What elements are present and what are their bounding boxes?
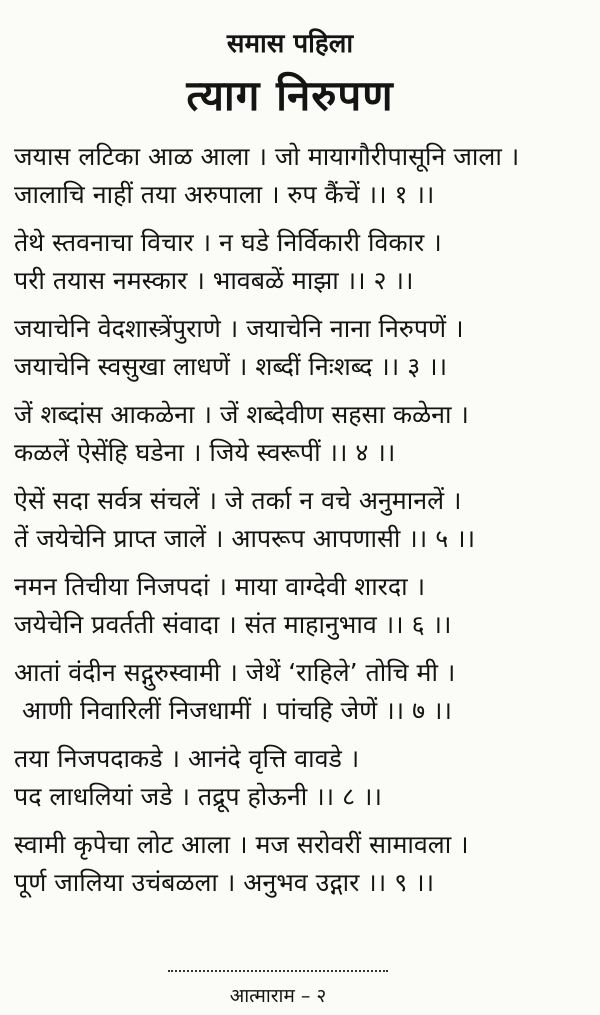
- stanza-5: [14, 482, 589, 558]
- stanza-8: [14, 740, 589, 816]
- verse-line: पूर्ण जालिया उचंबळला । अनुभव उद्गार ।। ९ ।।: [14, 868, 435, 897]
- verse-line: परी तयास नमस्कार । भावबळें माझा ।। २ ।।: [14, 266, 414, 295]
- verse-line: तें जयेचेनि प्राप्त जालें । आपरूप आपणासी ।। ५ ।।: [14, 524, 476, 553]
- verse-line: तया निजपदाकडे । आनंदे वृत्ति वावडे ।: [14, 744, 360, 773]
- verse-line: नमन तिचीया निजपदां । माया वाग्देवी शारदा ।: [14, 572, 426, 601]
- page-footer: आत्माराम – २: [229, 985, 327, 1007]
- verse-line: जयाचेनि वेदशास्त्रेंपुराणे । जयाचेनि नाना निरुपणें ।: [14, 314, 464, 343]
- verse-line: जयास लटिका आळ आला । जो मायागौरीपासूनि जाला ।: [14, 142, 520, 171]
- verse-section: [14, 138, 589, 912]
- chapter-subtitle: समास पहिला: [226, 29, 354, 59]
- verse-line: कळलें ऐसेंहि घडेना । जिये स्वरूपीं ।। ४ ।।: [14, 438, 396, 467]
- verse-line: स्वामी कृपेचा लोट आला । मज सरोवरीं सामावला ।: [14, 830, 469, 859]
- verse-line: पद लाधलियां जडे । तद्रूप होऊनी ।। ८ ।।: [14, 782, 383, 811]
- stanza-3: [14, 310, 589, 386]
- verse-line: आतां वंदीन सद्गुरुस्वामी । जेथें ‘राहिले’ तोचि मी ।: [14, 658, 456, 687]
- verse-line: आणी निवारिलीं निजधामीं । पांचहि जेणें ।। ७ ।।: [22, 696, 453, 725]
- verse-line: जें शब्दांस आकळेना । जें शब्देवीण सहसा कळेना ।: [14, 400, 469, 429]
- chapter-title: त्याग निरुपण: [186, 71, 394, 120]
- stanza-2: [14, 224, 589, 300]
- verse-line: तेथे स्तवनाचा विचार । न घडे निर्विकारी विकार ।: [14, 228, 442, 257]
- verse-line: ऐसें सदा सर्वत्र संचलें । जे तर्का न वचे अनुमानलें ।: [14, 486, 462, 515]
- verse-line: जालाचि नाहीं तया अरुपाला । रुप कैंचें ।। १ ।।: [14, 180, 435, 209]
- stanza-7: [14, 654, 589, 730]
- verse-line: जयेचेनि प्रवर्तती संवादा । संत माहानुभाव ।। ६ ।।: [14, 610, 452, 639]
- stanza-6: [14, 568, 589, 644]
- dotted-divider: [168, 970, 388, 972]
- verse-line: जयाचेनि स्वसुखा लाधणें । शब्दीं निःशब्द ।। ३ ।।: [14, 352, 448, 381]
- stanza-1: [14, 138, 589, 214]
- stanza-4: [14, 396, 589, 472]
- stanza-9: [14, 826, 589, 902]
